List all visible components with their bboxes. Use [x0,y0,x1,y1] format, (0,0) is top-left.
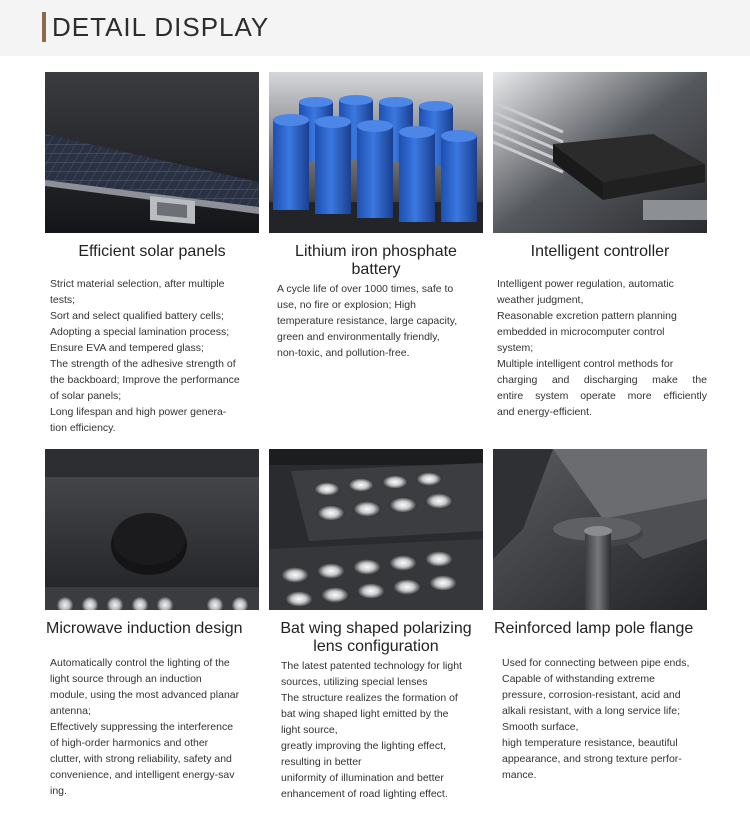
led-lens-image [269,449,483,610]
microwave-sensor-image [45,449,259,610]
card-solar-panels [45,72,259,436]
pole-flange-image [493,449,707,610]
description-line: Effectively suppressing the interference [50,721,234,733]
description-line: uniformity of illumination and better [281,772,444,784]
description-line: tests; [50,294,76,306]
description-line: Multiple intelligent control methods for [497,358,674,370]
card-microwave-induction [45,449,259,799]
card-title: Bat wing shaped polarizing lens configuration [280,620,472,655]
description-line: resulting in better [281,756,362,768]
description-line: Ensure EVA and tempered glass; [50,342,204,354]
card-description [277,281,483,361]
description-line: Sort and select qualified battery cells; [50,310,224,322]
description-line: Long lifespan and high power genera- [50,406,227,418]
description-line: charging and discharging make the [497,374,707,386]
description-line: system; [497,342,534,354]
description-line: convenience, and intelligent energy-sav [50,769,235,781]
card-description [281,658,483,802]
description-line: Automatically control the lighting of the [50,657,230,669]
header-banner [0,0,750,56]
page-title: DETAIL DISPLAY [52,12,270,42]
description-line: clutter, with strong reliability, safety and [50,753,232,765]
card-bat-wing-lens [269,449,483,802]
card-lamp-pole-flange [493,449,707,783]
description-line: use, no fire or explosion; High [277,299,416,311]
description-line: The latest patented technology for light [281,660,462,672]
description-line: entire system operate more efficiently [497,390,707,402]
description-line: tion efficiency. [50,422,116,434]
card-description [497,276,707,420]
card-description [50,655,259,799]
controller-image [493,72,707,233]
description-line: Intelligent power regulation, automatic [497,278,674,290]
accent-bar [42,12,46,42]
description-line: non-toxic, and pollution-free. [277,347,410,359]
battery-cells-image [269,72,483,233]
description-line: appearance, and strong texture perfor- [502,753,682,765]
description-line: and energy-efficient. [497,406,592,418]
card-title: Reinforced lamp pole flange [494,620,694,637]
solar-panel-image [45,72,259,233]
description-line: Smooth surface, [502,721,579,733]
description-line: weather judgment, [497,294,584,306]
description-line: embedded in microcomputer control [497,326,665,338]
description-line: of solar panels; [50,390,122,402]
description-line: the backboard; Improve the performance [50,374,240,386]
card-intelligent-controller [493,72,707,420]
description-line: pressure, corrosion-resistant, acid and [502,689,681,701]
description-line: antenna; [50,705,91,717]
card-title: Microwave induction design [46,620,243,637]
description-line: The structure realizes the formation of [281,692,458,704]
description-line: mance. [502,769,537,781]
description-line: A cycle life of over 1000 times, safe to [277,283,454,295]
card-title: Efficient solar panels [78,243,226,260]
card-description [502,655,707,783]
description-line: bat wing shaped light emitted by the [281,708,449,720]
description-line: light source through an induction [50,673,202,685]
description-line: greatly improving the lighting effect, [281,740,446,752]
description-line: module, using the most advanced planar [50,689,240,701]
description-line: Strict material selection, after multiple [50,278,225,290]
description-line: high temperature resistance, beautiful [502,737,678,749]
description-line: Reasonable excretion pattern planning [497,310,677,322]
description-line: sources, utilizing special lenses [281,676,428,688]
description-line: Adopting a special lamination process; [50,326,230,338]
card-title: Intelligent controller [530,243,670,260]
description-line: Capable of withstanding extreme [502,673,655,685]
description-line: ing. [50,785,67,797]
card-description [50,276,259,436]
card-lithium-battery [269,72,483,361]
description-line: temperature resistance, large capacity, [277,315,458,327]
description-line: green and environmentally friendly, [277,331,440,343]
description-line: alkali resistant, with a long service life; [502,705,680,717]
card-title: Lithium iron phosphate battery [295,243,457,278]
description-line: light source, [281,724,338,736]
description-line: enhancement of road lighting effect. [281,788,448,800]
description-line: The strength of the adhesive strength of [50,358,236,370]
description-line: of high-order harmonics and other [50,737,209,749]
description-line: Used for connecting between pipe ends, [502,657,690,669]
